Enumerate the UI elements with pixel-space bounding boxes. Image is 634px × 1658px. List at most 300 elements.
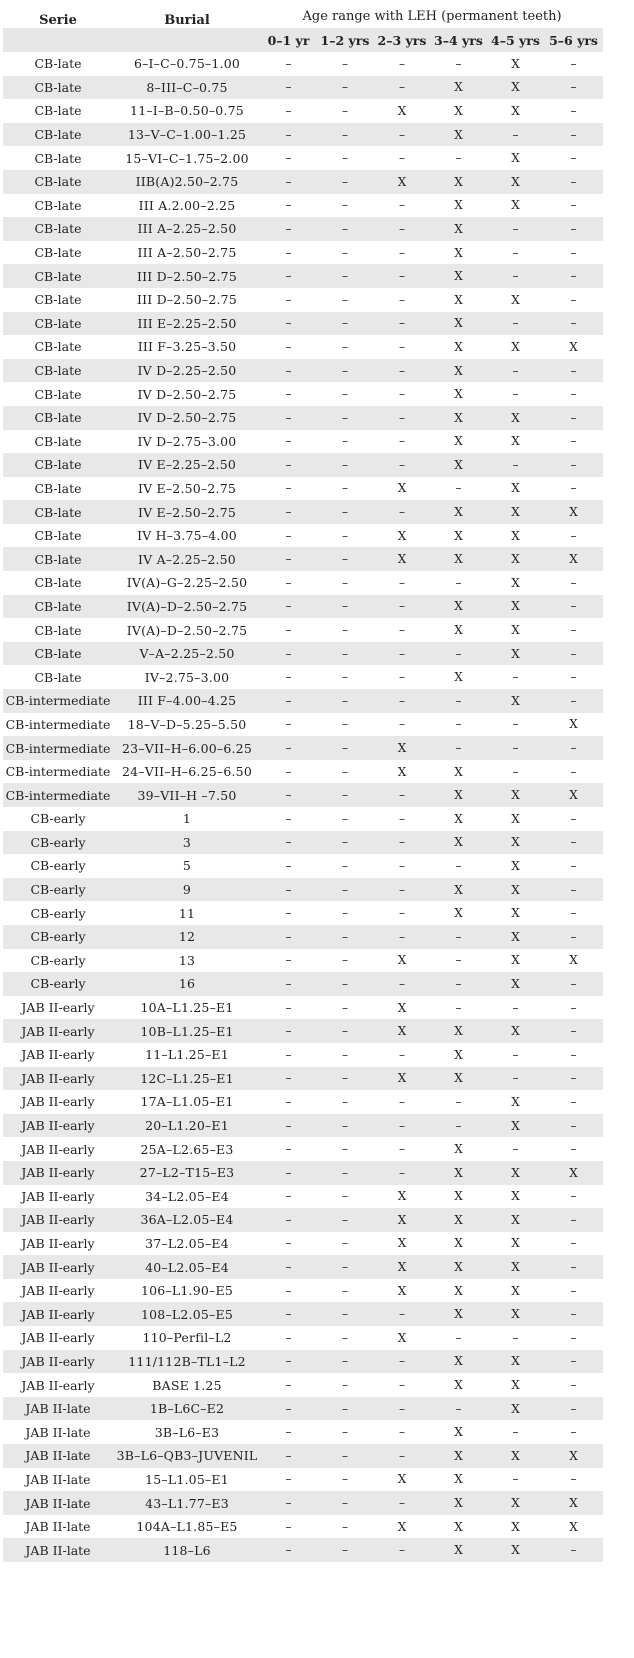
cell-serie: CB-late — [3, 194, 113, 218]
cell-leh-mark: – — [544, 1468, 603, 1492]
cell-leh-mark: X — [487, 831, 544, 855]
cell-serie: JAB II-late — [3, 1420, 113, 1444]
cell-leh-mark: – — [544, 406, 603, 430]
cell-burial: IV E–2.50–2.75 — [113, 500, 261, 524]
cell-leh-mark: – — [544, 312, 603, 336]
cell-leh-mark: X — [430, 217, 487, 241]
cell-leh-mark: – — [374, 1090, 430, 1114]
table-row — [3, 524, 603, 548]
cell-leh-mark: – — [316, 783, 374, 807]
cell-serie: CB-intermediate — [3, 760, 113, 784]
cell-leh-mark: – — [544, 76, 603, 100]
cell-leh-mark: – — [316, 949, 374, 973]
cell-leh-mark: – — [487, 217, 544, 241]
cell-burial: 18–V–D–5.25–5.50 — [113, 713, 261, 737]
table-row — [3, 1491, 603, 1515]
cell-leh-mark: X — [487, 1538, 544, 1562]
cell-leh-mark: – — [261, 99, 316, 123]
cell-leh-mark: – — [261, 595, 316, 619]
cell-leh-mark: – — [316, 1137, 374, 1161]
cell-leh-mark: – — [487, 312, 544, 336]
cell-serie: CB-late — [3, 406, 113, 430]
table-row — [3, 665, 603, 689]
cell-leh-mark: X — [487, 1373, 544, 1397]
cell-leh-mark: – — [544, 831, 603, 855]
cell-leh-mark: – — [374, 1302, 430, 1326]
cell-leh-mark: – — [261, 760, 316, 784]
cell-leh-mark: – — [316, 359, 374, 383]
cell-burial: 24–VII–H–6.25–6.50 — [113, 760, 261, 784]
cell-leh-mark: – — [261, 477, 316, 501]
cell-leh-mark: – — [430, 1397, 487, 1421]
cell-leh-mark: – — [430, 642, 487, 666]
cell-leh-mark: – — [544, 1373, 603, 1397]
cell-burial: 11–L1.25–E1 — [113, 1043, 261, 1067]
cell-leh-mark: – — [316, 406, 374, 430]
cell-leh-mark: X — [487, 524, 544, 548]
table-row — [3, 359, 603, 383]
cell-burial: III A.2.00–2.25 — [113, 194, 261, 218]
cell-leh-mark: X — [374, 99, 430, 123]
cell-leh-mark: X — [487, 854, 544, 878]
cell-burial: 118–L6 — [113, 1538, 261, 1562]
column-header-age: 3–4 yrs — [430, 28, 487, 52]
cell-leh-mark: – — [374, 1491, 430, 1515]
cell-leh-mark: – — [316, 807, 374, 831]
cell-leh-mark: – — [261, 1185, 316, 1209]
cell-burial: IV E–2.25–2.50 — [113, 453, 261, 477]
cell-leh-mark: – — [544, 736, 603, 760]
table-row — [3, 996, 603, 1020]
cell-leh-mark: – — [374, 665, 430, 689]
cell-leh-mark: – — [374, 783, 430, 807]
table-row — [3, 1350, 603, 1374]
table-row — [3, 1373, 603, 1397]
cell-leh-mark: X — [430, 194, 487, 218]
cell-leh-mark: – — [374, 807, 430, 831]
cell-leh-mark: – — [374, 1114, 430, 1138]
cell-leh-mark: – — [544, 1326, 603, 1350]
cell-leh-mark: – — [544, 996, 603, 1020]
cell-leh-mark: – — [261, 1043, 316, 1067]
cell-leh-mark: – — [374, 1350, 430, 1374]
cell-leh-mark: X — [430, 1208, 487, 1232]
cell-leh-mark: X — [487, 1350, 544, 1374]
cell-leh-mark: – — [316, 878, 374, 902]
cell-leh-mark: – — [261, 1232, 316, 1256]
cell-burial: III E–2.25–2.50 — [113, 312, 261, 336]
cell-leh-mark: – — [544, 524, 603, 548]
cell-burial: 23–VII–H–6.00–6.25 — [113, 736, 261, 760]
cell-leh-mark: X — [374, 547, 430, 571]
cell-leh-mark: X — [430, 1350, 487, 1374]
cell-leh-mark: – — [316, 264, 374, 288]
cell-leh-mark: X — [487, 1515, 544, 1539]
table-row — [3, 571, 603, 595]
cell-serie: CB-intermediate — [3, 783, 113, 807]
cell-leh-mark: X — [430, 783, 487, 807]
cell-leh-mark: X — [544, 783, 603, 807]
cell-leh-mark: X — [430, 901, 487, 925]
cell-leh-mark: X — [430, 1185, 487, 1209]
cell-leh-mark: – — [261, 1444, 316, 1468]
cell-leh-mark: X — [374, 760, 430, 784]
cell-leh-mark: X — [430, 547, 487, 571]
cell-leh-mark: X — [374, 1515, 430, 1539]
cell-burial: 5 — [113, 854, 261, 878]
cell-burial: 27–L2–T15–E3 — [113, 1161, 261, 1185]
cell-leh-mark: X — [430, 1444, 487, 1468]
table-row — [3, 1137, 603, 1161]
cell-leh-mark: – — [544, 925, 603, 949]
cell-leh-mark: X — [430, 1279, 487, 1303]
cell-leh-mark: X — [430, 1232, 487, 1256]
cell-serie: CB-early — [3, 925, 113, 949]
cell-leh-mark: X — [430, 359, 487, 383]
cell-leh-mark: – — [261, 430, 316, 454]
cell-leh-mark: – — [316, 382, 374, 406]
cell-leh-mark: – — [316, 831, 374, 855]
cell-burial: 108–L2.05–E5 — [113, 1302, 261, 1326]
cell-leh-mark: – — [261, 1090, 316, 1114]
cell-serie: CB-intermediate — [3, 689, 113, 713]
cell-leh-mark: X — [487, 807, 544, 831]
cell-leh-mark: – — [261, 689, 316, 713]
cell-leh-mark: – — [261, 783, 316, 807]
table-row — [3, 831, 603, 855]
table-row — [3, 288, 603, 312]
cell-leh-mark: X — [430, 382, 487, 406]
table-row — [3, 1420, 603, 1444]
cell-leh-mark: – — [261, 1373, 316, 1397]
cell-leh-mark: X — [487, 430, 544, 454]
cell-leh-mark: X — [487, 783, 544, 807]
cell-leh-mark: – — [374, 312, 430, 336]
cell-leh-mark: – — [374, 901, 430, 925]
cell-leh-mark: – — [261, 665, 316, 689]
cell-leh-mark: X — [544, 1491, 603, 1515]
cell-leh-mark: X — [430, 406, 487, 430]
cell-serie: JAB II-early — [3, 1019, 113, 1043]
cell-serie: CB-late — [3, 665, 113, 689]
cell-leh-mark: X — [374, 736, 430, 760]
cell-leh-mark: – — [316, 760, 374, 784]
cell-serie: CB-early — [3, 878, 113, 902]
cell-leh-mark: – — [544, 430, 603, 454]
cell-leh-mark: X — [430, 123, 487, 147]
cell-leh-mark: – — [261, 901, 316, 925]
cell-burial: IV(A)–D–2.50–2.75 — [113, 595, 261, 619]
cell-leh-mark: X — [487, 1114, 544, 1138]
cell-leh-mark: – — [261, 854, 316, 878]
cell-burial: 9 — [113, 878, 261, 902]
cell-leh-mark: – — [316, 642, 374, 666]
column-header-age: 4–5 yrs — [487, 28, 544, 52]
table-row — [3, 1019, 603, 1043]
cell-serie: JAB II-early — [3, 1373, 113, 1397]
cell-leh-mark: – — [544, 878, 603, 902]
cell-leh-mark: – — [430, 972, 487, 996]
cell-leh-mark: – — [316, 1043, 374, 1067]
cell-leh-mark: – — [316, 146, 374, 170]
cell-leh-mark: – — [430, 996, 487, 1020]
cell-leh-mark: – — [487, 996, 544, 1020]
table-row — [3, 406, 603, 430]
cell-leh-mark: X — [374, 996, 430, 1020]
cell-leh-mark: – — [316, 1232, 374, 1256]
table-row — [3, 312, 603, 336]
cell-leh-mark: – — [261, 1114, 316, 1138]
cell-leh-mark: – — [261, 1161, 316, 1185]
cell-leh-mark: X — [544, 1515, 603, 1539]
cell-leh-mark: – — [261, 1137, 316, 1161]
table-row — [3, 878, 603, 902]
cell-burial: 110–Perfil–L2 — [113, 1326, 261, 1350]
cell-leh-mark: – — [316, 477, 374, 501]
cell-leh-mark: – — [316, 335, 374, 359]
cell-leh-mark: – — [374, 925, 430, 949]
cell-leh-mark: – — [374, 1397, 430, 1421]
cell-serie: JAB II-early — [3, 1302, 113, 1326]
cell-burial: BASE 1.25 — [113, 1373, 261, 1397]
cell-leh-mark: – — [316, 524, 374, 548]
cell-leh-mark: X — [374, 1019, 430, 1043]
cell-leh-mark: – — [374, 878, 430, 902]
cell-serie: CB-late — [3, 642, 113, 666]
cell-leh-mark: – — [374, 642, 430, 666]
table-row — [3, 264, 603, 288]
cell-leh-mark: – — [316, 1538, 374, 1562]
column-header-age: 1–2 yrs — [316, 28, 374, 52]
cell-leh-mark: X — [487, 52, 544, 76]
cell-leh-mark: – — [261, 1302, 316, 1326]
cell-leh-mark: – — [544, 1397, 603, 1421]
cell-leh-mark: – — [316, 430, 374, 454]
table-row — [3, 1326, 603, 1350]
cell-leh-mark: – — [487, 1420, 544, 1444]
cell-leh-mark: – — [374, 1043, 430, 1067]
cell-leh-mark: X — [544, 1444, 603, 1468]
cell-leh-mark: – — [487, 1137, 544, 1161]
table-row — [3, 689, 603, 713]
cell-leh-mark: X — [487, 1255, 544, 1279]
cell-leh-mark: X — [430, 264, 487, 288]
cell-leh-mark: – — [544, 123, 603, 147]
cell-burial: 34–L2.05–E4 — [113, 1185, 261, 1209]
cell-leh-mark: – — [261, 1279, 316, 1303]
cell-leh-mark: – — [316, 1326, 374, 1350]
cell-leh-mark: X — [487, 146, 544, 170]
cell-leh-mark: X — [487, 1090, 544, 1114]
cell-leh-mark: – — [374, 1444, 430, 1468]
table-row — [3, 170, 603, 194]
cell-leh-mark: X — [487, 1444, 544, 1468]
table-row — [3, 335, 603, 359]
cell-leh-mark: X — [487, 571, 544, 595]
cell-leh-mark: – — [316, 736, 374, 760]
column-header-burial: Burial — [113, 4, 261, 28]
cell-burial: 1B–L6C–E2 — [113, 1397, 261, 1421]
cell-serie: CB-late — [3, 146, 113, 170]
cell-leh-mark: – — [261, 1515, 316, 1539]
cell-burial: 39–VII–H –7.50 — [113, 783, 261, 807]
cell-leh-mark: X — [487, 1185, 544, 1209]
cell-leh-mark: – — [316, 1373, 374, 1397]
cell-burial: III D–2.50–2.75 — [113, 264, 261, 288]
cell-leh-mark: X — [487, 689, 544, 713]
cell-leh-mark: X — [430, 1067, 487, 1091]
table-row — [3, 1185, 603, 1209]
cell-leh-mark: – — [544, 52, 603, 76]
cell-leh-mark: X — [430, 524, 487, 548]
cell-burial: 13–V–C–1.00–1.25 — [113, 123, 261, 147]
cell-leh-mark: – — [261, 146, 316, 170]
cell-leh-mark: X — [487, 878, 544, 902]
cell-leh-mark: X — [487, 1208, 544, 1232]
cell-burial: IV H–3.75–4.00 — [113, 524, 261, 548]
table-row — [3, 1161, 603, 1185]
cell-leh-mark: – — [261, 1350, 316, 1374]
cell-leh-mark: – — [316, 1208, 374, 1232]
cell-leh-mark: – — [374, 217, 430, 241]
cell-serie: CB-late — [3, 288, 113, 312]
cell-leh-mark: X — [487, 76, 544, 100]
header-blank-cell — [113, 28, 261, 52]
cell-leh-mark: X — [374, 1208, 430, 1232]
cell-serie: CB-late — [3, 312, 113, 336]
cell-leh-mark: X — [487, 595, 544, 619]
cell-leh-mark: – — [261, 500, 316, 524]
cell-serie: JAB II-early — [3, 1114, 113, 1138]
cell-leh-mark: – — [374, 972, 430, 996]
cell-leh-mark: X — [430, 1373, 487, 1397]
cell-burial: 43–L1.77–E3 — [113, 1491, 261, 1515]
cell-leh-mark: – — [487, 736, 544, 760]
cell-leh-mark: – — [374, 264, 430, 288]
table-row — [3, 1043, 603, 1067]
cell-leh-mark: – — [316, 1302, 374, 1326]
cell-leh-mark: – — [487, 1326, 544, 1350]
cell-leh-mark: X — [430, 170, 487, 194]
cell-leh-mark: – — [261, 217, 316, 241]
cell-leh-mark: – — [374, 689, 430, 713]
table-row — [3, 52, 603, 76]
cell-leh-mark: – — [316, 1491, 374, 1515]
cell-leh-mark: – — [544, 1114, 603, 1138]
cell-burial: 13 — [113, 949, 261, 973]
table-row — [3, 618, 603, 642]
cell-leh-mark: – — [430, 854, 487, 878]
cell-burial: 25A–L2.65–E3 — [113, 1137, 261, 1161]
column-header-serie: Serie — [3, 4, 113, 28]
cell-leh-mark: X — [430, 430, 487, 454]
cell-leh-mark: X — [487, 170, 544, 194]
cell-leh-mark: – — [261, 1538, 316, 1562]
cell-serie: JAB II-early — [3, 1350, 113, 1374]
cell-leh-mark: X — [430, 312, 487, 336]
cell-leh-mark: – — [374, 194, 430, 218]
cell-leh-mark: X — [430, 1302, 487, 1326]
cell-leh-mark: – — [544, 170, 603, 194]
cell-leh-mark: – — [316, 595, 374, 619]
cell-leh-mark: – — [544, 1185, 603, 1209]
cell-leh-mark: – — [544, 854, 603, 878]
cell-leh-mark: – — [487, 760, 544, 784]
cell-leh-mark: X — [487, 901, 544, 925]
cell-leh-mark: – — [316, 547, 374, 571]
cell-leh-mark: – — [430, 52, 487, 76]
cell-leh-mark: – — [544, 194, 603, 218]
cell-leh-mark: – — [544, 901, 603, 925]
cell-burial: IV D–2.50–2.75 — [113, 382, 261, 406]
cell-leh-mark: X — [487, 618, 544, 642]
cell-leh-mark: – — [316, 854, 374, 878]
cell-leh-mark: X — [487, 288, 544, 312]
cell-leh-mark: X — [374, 524, 430, 548]
cell-serie: CB-late — [3, 99, 113, 123]
cell-leh-mark: – — [261, 571, 316, 595]
table-row — [3, 146, 603, 170]
cell-leh-mark: – — [430, 949, 487, 973]
cell-leh-mark: X — [487, 1302, 544, 1326]
cell-serie: CB-late — [3, 52, 113, 76]
table-row — [3, 1279, 603, 1303]
cell-serie: CB-late — [3, 335, 113, 359]
table-row — [3, 736, 603, 760]
cell-serie: CB-late — [3, 76, 113, 100]
cell-burial: 12C–L1.25–E1 — [113, 1067, 261, 1091]
table-row — [3, 1114, 603, 1138]
cell-serie: CB-late — [3, 430, 113, 454]
cell-leh-mark: – — [316, 312, 374, 336]
cell-serie: JAB II-early — [3, 1279, 113, 1303]
cell-burial: 3 — [113, 831, 261, 855]
cell-leh-mark: – — [544, 1019, 603, 1043]
cell-leh-mark: – — [261, 241, 316, 265]
cell-burial: 3B–L6–QB3–JUVENIL — [113, 1444, 261, 1468]
cell-leh-mark: – — [487, 264, 544, 288]
table-row — [3, 925, 603, 949]
cell-leh-mark: X — [430, 76, 487, 100]
cell-leh-mark: – — [544, 1232, 603, 1256]
cell-burial: 111/112B–TL1–L2 — [113, 1350, 261, 1374]
cell-leh-mark: – — [487, 123, 544, 147]
cell-leh-mark: X — [487, 1232, 544, 1256]
cell-burial: 10B–L1.25–E1 — [113, 1019, 261, 1043]
cell-leh-mark: – — [374, 618, 430, 642]
cell-leh-mark: – — [374, 1373, 430, 1397]
cell-leh-mark: X — [374, 949, 430, 973]
cell-leh-mark: – — [430, 925, 487, 949]
cell-leh-mark: X — [487, 949, 544, 973]
table-row — [3, 1302, 603, 1326]
cell-leh-mark: – — [261, 76, 316, 100]
cell-leh-mark: X — [430, 1420, 487, 1444]
cell-leh-mark: X — [487, 925, 544, 949]
cell-leh-mark: – — [261, 547, 316, 571]
cell-burial: 3B–L6–E3 — [113, 1420, 261, 1444]
cell-leh-mark: – — [316, 925, 374, 949]
table-row — [3, 783, 603, 807]
cell-leh-mark: – — [374, 595, 430, 619]
cell-leh-mark: – — [261, 878, 316, 902]
cell-serie: CB-late — [3, 571, 113, 595]
cell-leh-mark: – — [544, 972, 603, 996]
cell-leh-mark: – — [487, 713, 544, 737]
cell-leh-mark: – — [316, 1067, 374, 1091]
cell-serie: CB-late — [3, 547, 113, 571]
cell-serie: JAB II-early — [3, 996, 113, 1020]
